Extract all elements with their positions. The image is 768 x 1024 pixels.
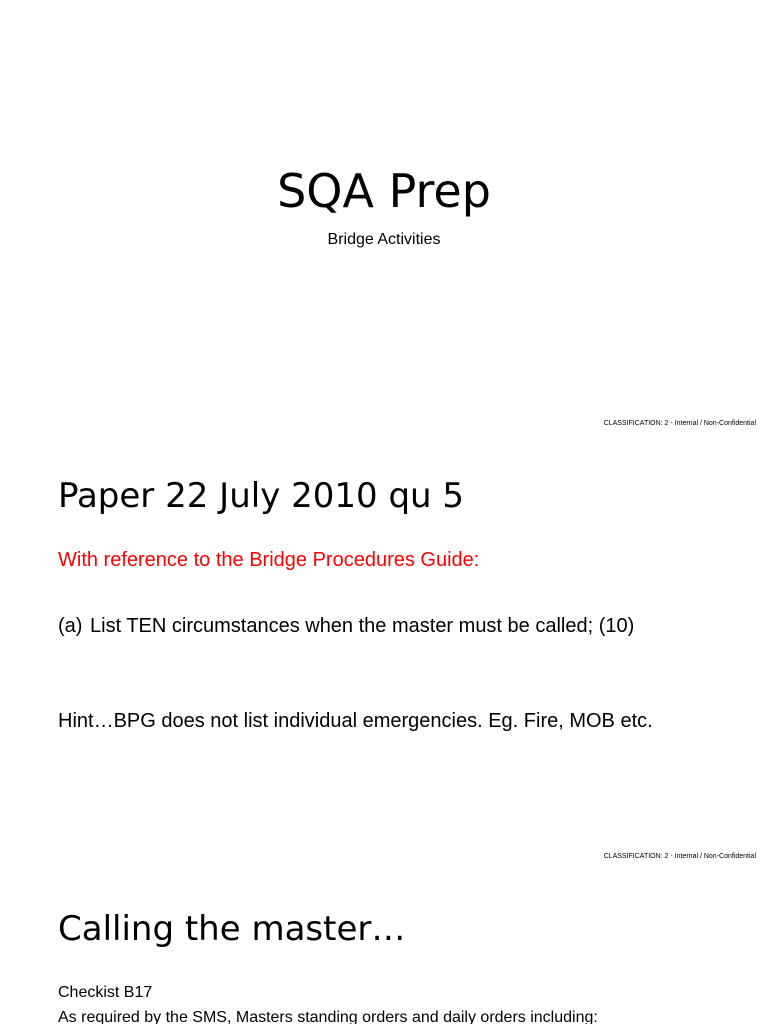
question-slide xyxy=(0,433,768,866)
classification-label: CLASSIFICATION: 2 - Internal / Non-Confidential xyxy=(603,420,756,427)
content-slide xyxy=(0,866,768,1024)
body-text: As required by the SMS, Masters standing orders and daily orders including: xyxy=(58,1009,598,1024)
slide-heading: Calling the master… xyxy=(58,909,406,949)
checklist-reference: Checkist B17 xyxy=(58,984,153,1001)
question-item xyxy=(58,613,634,639)
question-label: (a) xyxy=(58,615,83,637)
slide-subtitle: Bridge Activities xyxy=(327,231,441,248)
slide-title: SQA Prep xyxy=(277,164,491,218)
title-slide xyxy=(0,0,768,433)
reference-intro: With reference to the Bridge Procedures Guide: xyxy=(58,549,480,571)
hint-text: Hint…BPG does not list individual emergencies. Eg. Fire, MOB etc. xyxy=(58,710,653,732)
question-text: List TEN circumstances when the master must be called; (10) xyxy=(90,615,635,637)
classification-label: CLASSIFICATION: 2 - Internal / Non-Confidential xyxy=(603,853,756,860)
slide-heading: Paper 22 July 2010 qu 5 xyxy=(58,476,465,516)
